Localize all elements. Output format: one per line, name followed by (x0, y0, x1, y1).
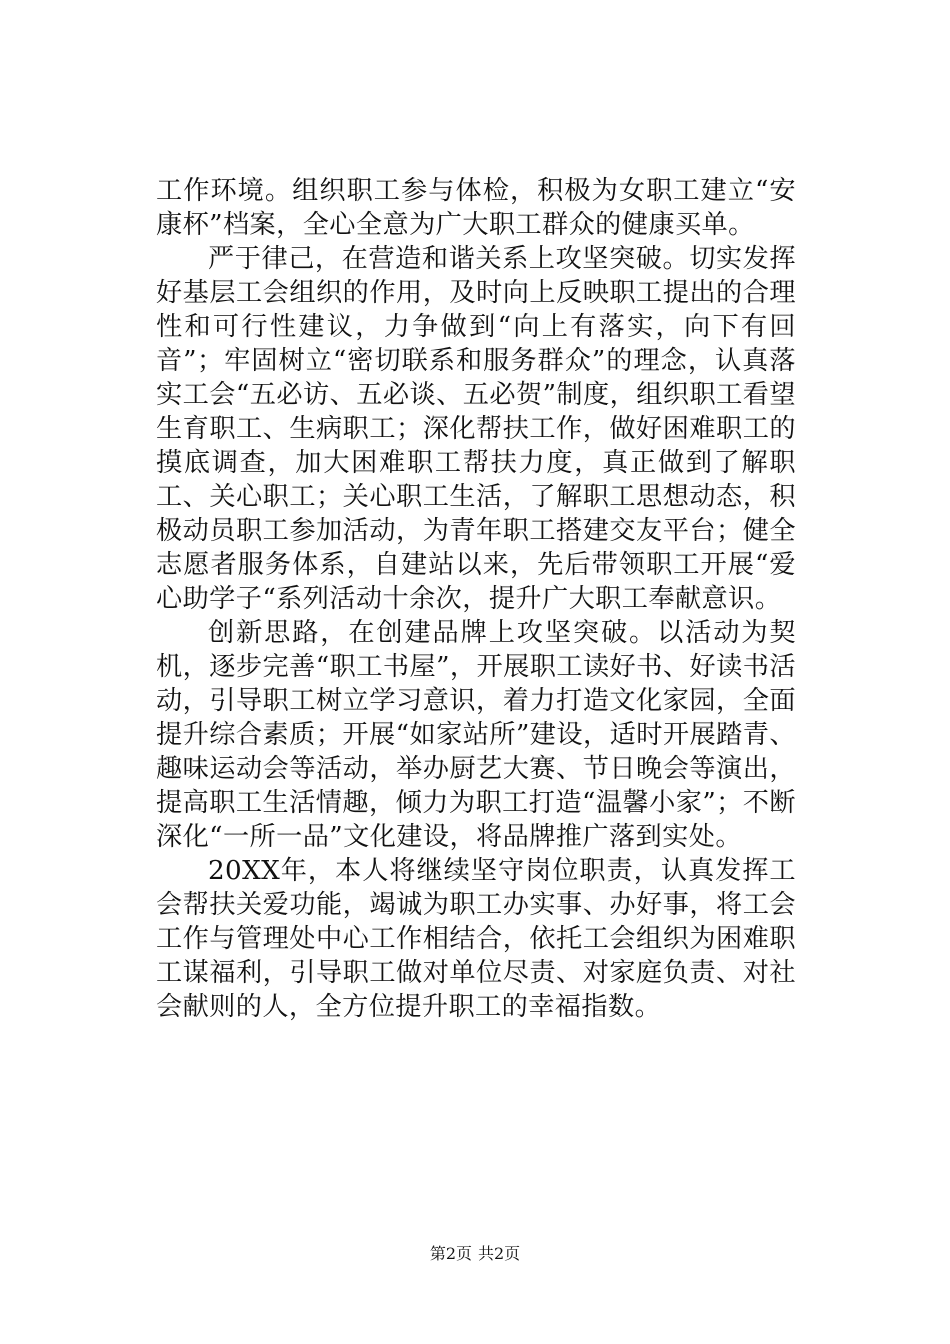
document-body (156, 174, 796, 1024)
paragraph-self-discipline: 严于律己，在营造和谐关系上攻坚突破。切实发挥好基层工会组织的作用，及时向上反映职工提出的合理性和可行性建议，力争做到“向上有落实，向下有回音”；牢固树立“密切联系和服务群众”的理念，认真落实工会“五必访、五必谈、五必贺”制度，组织职工看望生育职工、生病职工；深化帮扶工作，做好困难职工的摸底调查，加大困难职工帮扶力度，真正做到了解职工、关心职工；关心职工生活，了解职工思想动态，积极动员职工参加活动，为青年职工搭建交友平台；健全志愿者服务体系，自建站以来，先后带领职工开展“爱心助学子“系列活动十余次，提升广大职工奉献意识。 (156, 244, 796, 614)
paragraph-innovation: 创新思路，在创建品牌上攻坚突破。以活动为契机，逐步完善“职工书屋”，开展职工读好书、好读书活动，引导职工树立学习意识，着力打造文化家园，全面提升综合素质；开展“如家站所”建设，适时开展踏青、趣味运动会等活动，举办厨艺大赛、节日晚会等演出，提高职工生活情趣，倾力为职工打造“温馨小家”；不断深化“一所一品”文化建设，将品牌推广落到实处。 (156, 618, 796, 852)
paragraph-future-plan: 20XX年，本人将继续坚守岗位职责，认真发挥工会帮扶关爱功能，竭诚为职工办实事、办好事，将工会工作与管理处中心工作相结合，依托工会组织为困难职工谋福利，引导职工做对单位尽责、对家庭负责、对社会献则的人，全方位提升职工的幸福指数。 (156, 856, 796, 1022)
page-number: 第2页 (429, 1244, 472, 1263)
paragraph-continuation: 工作环境。组织职工参与体检，积极为女职工建立“安康杯”档案，全心全意为广大职工群众的健康买单。 (156, 176, 796, 240)
page-total: 共2页 (478, 1244, 521, 1263)
page-footer (0, 1243, 950, 1265)
